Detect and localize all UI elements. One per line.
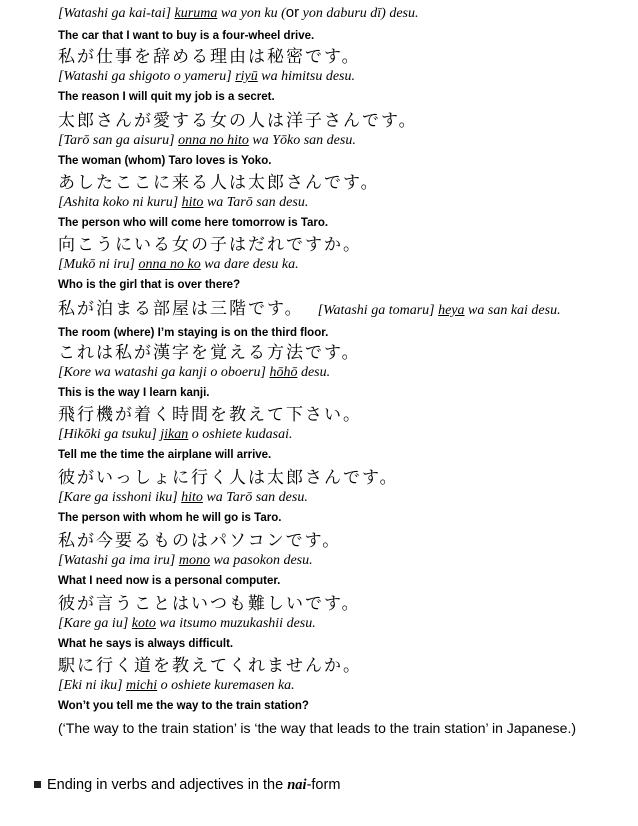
romaji-line: [Kore wa watashi ga kanji o oboeru] hōhō desu. bbox=[58, 365, 331, 380]
underlined-noun: michi bbox=[126, 678, 158, 693]
underlined-noun: riyū bbox=[235, 69, 258, 84]
english-translation: The person with whom he will go is Taro. bbox=[58, 512, 282, 524]
underlined-noun: heya bbox=[438, 303, 465, 318]
underlined-noun: onna no hito bbox=[178, 133, 249, 148]
japanese-sentence: 彼がいっしょに行く人は太郎さんです。 bbox=[58, 468, 399, 488]
english-translation: The car that I want to buy is a four-wheel drive. bbox=[58, 30, 315, 42]
japanese-sentence: 私が泊まる部屋は三階です。 [Watashi ga tomaru] heya wa san kai desu. bbox=[58, 299, 561, 319]
english-translation: What I need now is a personal computer. bbox=[58, 575, 281, 587]
romaji-line: [Kare ga isshoni iku] hito wa Tarō san desu. bbox=[58, 490, 308, 505]
underlined-noun: mono bbox=[178, 553, 210, 568]
romaji-line: [Hikōki ga tsuku] jikan o oshiete kudasai. bbox=[58, 427, 293, 442]
english-translation: The person who will come here tomorrow is Taro. bbox=[58, 217, 329, 229]
romaji-line: [Mukō ni iru] onna no ko wa dare desu ka. bbox=[58, 257, 299, 272]
underlined-noun: onna no ko bbox=[138, 257, 201, 272]
japanese-sentence: これは私が漢字を覚える方法です。 bbox=[58, 343, 361, 363]
example-entry bbox=[58, 530, 630, 589]
example-entry bbox=[58, 4, 630, 44]
underlined-noun: hito bbox=[181, 195, 204, 210]
example-entry bbox=[58, 172, 630, 231]
japanese-sentence: 飛行機が着く時間を教えて下さい。 bbox=[58, 405, 362, 425]
english-translation: What he says is always difficult. bbox=[58, 638, 234, 650]
japanese-sentence: 向こうにいる女の子はだれですか。 bbox=[58, 235, 362, 255]
underlined-noun: hito bbox=[181, 490, 203, 505]
japanese-sentence: 彼が言うことはいつも難しいです。 bbox=[58, 594, 361, 614]
english-translation: The woman (whom) Taro loves is Yoko. bbox=[58, 155, 272, 167]
english-translation: The room (where) I’m staying is on the third floor. bbox=[58, 327, 329, 339]
square-bullet-icon bbox=[34, 781, 41, 788]
romaji-line: [Eki ni iku] michi o oshiete kuremasen ka. bbox=[58, 678, 295, 693]
romaji-line: [Tarō san ga aisuru] onna no hito wa Yōko san desu. bbox=[58, 133, 356, 148]
japanese-sentence: あしたここに来る人は太郎さんです。 bbox=[58, 173, 380, 193]
example-entry bbox=[58, 46, 630, 105]
english-translation: Who is the girl that is over there? bbox=[58, 279, 241, 291]
romaji-line: [Kare ga iu] koto wa itsumo muzukashii desu. bbox=[58, 616, 316, 631]
romaji-line: [Watashi ga kai-tai] kuruma wa yon ku (or yon daburu dī) desu. bbox=[58, 4, 419, 21]
english-translation: Tell me the time the airplane will arrive. bbox=[58, 449, 272, 461]
example-entry bbox=[58, 655, 630, 714]
example-entry bbox=[58, 593, 630, 652]
example-entry bbox=[58, 342, 630, 401]
english-translation: This is the way I learn kanji. bbox=[58, 387, 210, 399]
romaji-line: [Watashi ga tomaru] heya wa san kai desu. bbox=[317, 303, 561, 318]
english-translation: Won’t you tell me the way to the train station? bbox=[58, 700, 309, 712]
example-entry bbox=[58, 467, 630, 526]
bullet-heading: Ending in verbs and adjectives in the nai-form bbox=[34, 775, 340, 795]
underlined-noun: koto bbox=[131, 616, 156, 631]
japanese-sentence: 駅に行く道を教えてくれませんか。 bbox=[58, 656, 362, 676]
underlined-noun: jikan bbox=[160, 427, 189, 442]
japanese-sentence: 太郎さんが愛する女の人は洋子さんです。 bbox=[58, 111, 418, 131]
japanese-sentence: 私が仕事を辞める理由は秘密です。 bbox=[58, 47, 361, 67]
example-entry bbox=[58, 298, 630, 341]
romaji-line: [Ashita koko ni kuru] hito wa Tarō san desu. bbox=[58, 195, 309, 210]
note-paragraph: (‘The way to the train station’ is ‘the way that leads to the train station’ in Japanese.) bbox=[58, 720, 577, 736]
example-entry bbox=[58, 404, 630, 463]
english-translation: The reason I will quit my job is a secret. bbox=[58, 91, 275, 103]
example-entry bbox=[58, 234, 630, 293]
romaji-line: [Watashi ga ima iru] mono wa pasokon desu. bbox=[58, 553, 313, 568]
romaji-line: [Watashi ga shigoto o yameru] riyū wa himitsu desu. bbox=[58, 69, 356, 84]
example-entry bbox=[58, 110, 630, 169]
underlined-noun: hōhō bbox=[269, 365, 298, 380]
underlined-noun: kuruma bbox=[174, 6, 218, 21]
japanese-sentence: 私が今要るものはパソコンです。 bbox=[58, 531, 342, 551]
